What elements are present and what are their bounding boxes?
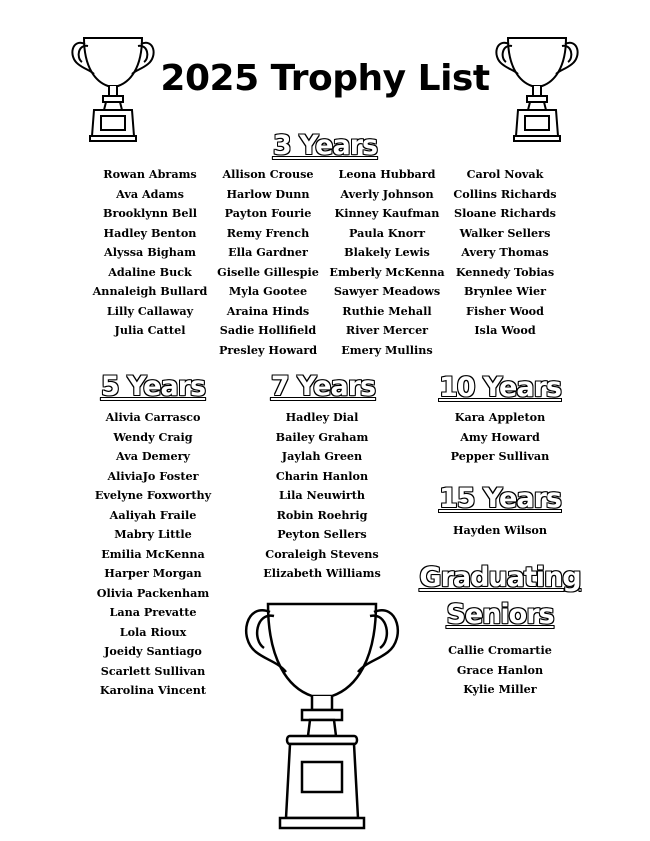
list-item: Ava Adams bbox=[116, 186, 184, 201]
list-item: Presley Howard bbox=[218, 342, 318, 357]
list-item: Peyton Sellers bbox=[277, 527, 367, 541]
list-item: Kennedy Tobias bbox=[455, 264, 555, 279]
three-years-column-2 bbox=[208, 165, 328, 360]
list-item: Emberly McKenna bbox=[329, 264, 445, 279]
page-title: 2025 Trophy List bbox=[160, 58, 490, 99]
list-item: Araina Hinds bbox=[226, 303, 310, 318]
section-heading-10-years: 10 Years bbox=[439, 372, 561, 403]
list-item: Ruthie Mehall bbox=[342, 303, 432, 318]
section-heading-5-years: 5 Years bbox=[100, 371, 206, 402]
list-item: Kara Appleton bbox=[454, 410, 546, 424]
list-item: Paula Knorr bbox=[349, 225, 425, 240]
list-item: Jaylah Green bbox=[281, 449, 363, 463]
list-item: Kylie Miller bbox=[463, 682, 537, 696]
fifteen-years-list bbox=[435, 521, 565, 541]
list-item: Evelyne Foxworthy bbox=[94, 488, 212, 502]
list-item: Giselle Gillespie bbox=[217, 264, 319, 279]
list-item: Karolina Vincent bbox=[99, 683, 207, 697]
five-years-list bbox=[88, 408, 218, 701]
list-item: Adaline Buck bbox=[108, 264, 192, 279]
list-item: Remy French bbox=[226, 225, 310, 240]
list-item: Alyssa Bigham bbox=[104, 245, 196, 259]
list-item: Kinney Kaufman bbox=[334, 206, 440, 220]
list-item: Ava Demery bbox=[115, 449, 191, 463]
ten-years-list bbox=[435, 408, 565, 467]
seven-years-list bbox=[252, 408, 392, 584]
list-item: Isla Wood bbox=[474, 323, 536, 337]
list-item: Hadley Dial bbox=[285, 410, 359, 424]
list-item: Annaleigh Bullard bbox=[92, 284, 208, 298]
list-item: Myla Gootee bbox=[228, 284, 308, 298]
list-item: Alivia Carrasco bbox=[105, 410, 201, 424]
list-item: Emilia McKenna bbox=[101, 546, 205, 561]
section-heading-graduating: Graduating bbox=[419, 562, 581, 593]
list-item: Averly Johnson bbox=[340, 186, 434, 201]
list-item: Sadie Hollifield bbox=[219, 323, 317, 337]
list-item: Charin Hanlon bbox=[275, 468, 369, 483]
section-heading-seniors: Seniors bbox=[446, 599, 554, 630]
list-item: Sawyer Meadows bbox=[333, 284, 441, 298]
list-item: Amy Howard bbox=[460, 429, 540, 444]
list-item: Lana Prevatte bbox=[109, 605, 197, 619]
list-item: Pepper Sullivan bbox=[450, 449, 550, 463]
list-item: Blakely Lewis bbox=[344, 245, 430, 259]
three-years-column-3 bbox=[327, 165, 447, 360]
list-item: Rowan Abrams bbox=[103, 167, 197, 181]
seniors-list bbox=[435, 641, 565, 700]
list-item: Ella Gardner bbox=[228, 245, 308, 259]
trophy-icon bbox=[240, 598, 404, 836]
list-item: Olivia Packenham bbox=[96, 585, 210, 600]
list-item: Mabry Little bbox=[114, 527, 192, 541]
list-item: Allison Crouse bbox=[222, 167, 314, 181]
list-item: Julia Cattel bbox=[114, 323, 186, 337]
list-item: Scarlett Sullivan bbox=[100, 663, 206, 678]
list-item: Harper Morgan bbox=[104, 566, 202, 580]
list-item: Walker Sellers bbox=[459, 225, 551, 240]
list-item: Emery Mullins bbox=[341, 342, 433, 357]
list-item: Coraleigh Stevens bbox=[265, 546, 379, 561]
list-item: Sloane Richards bbox=[454, 206, 556, 220]
list-item: Lila Neuwirth bbox=[278, 488, 366, 502]
list-item: Grace Hanlon bbox=[456, 662, 544, 677]
section-heading-15-years: 15 Years bbox=[439, 483, 561, 514]
section-heading-3-years: 3 Years bbox=[272, 130, 378, 161]
list-item: Hayden Wilson bbox=[452, 523, 548, 537]
section-heading-7-years: 7 Years bbox=[270, 371, 376, 402]
list-item: Harlow Dunn bbox=[226, 186, 310, 201]
list-item: Lilly Callaway bbox=[106, 303, 194, 318]
list-item: Payton Fourie bbox=[224, 206, 312, 220]
list-item: AliviaJo Foster bbox=[107, 468, 199, 483]
list-item: Aaliyah Fraile bbox=[109, 507, 197, 522]
list-item: Avery Thomas bbox=[461, 245, 549, 259]
three-years-column-1 bbox=[90, 165, 210, 341]
list-item: Wendy Craig bbox=[113, 429, 193, 444]
list-item: Fisher Wood bbox=[466, 303, 544, 318]
list-item: Bailey Graham bbox=[275, 429, 369, 444]
list-item: Elizabeth Williams bbox=[263, 566, 381, 580]
list-item: Carol Novak bbox=[466, 167, 544, 181]
list-item: Leona Hubbard bbox=[338, 167, 436, 181]
list-item: Hadley Benton bbox=[103, 225, 197, 240]
list-item: Robin Roehrig bbox=[276, 507, 368, 522]
list-item: Brynlee Wier bbox=[464, 284, 546, 298]
list-item: River Mercer bbox=[345, 323, 429, 337]
list-item: Lola Rioux bbox=[119, 624, 187, 639]
list-item: Callie Cromartie bbox=[448, 643, 552, 657]
list-item: Collins Richards bbox=[453, 186, 557, 201]
list-item: Brooklynn Bell bbox=[102, 206, 197, 220]
list-item: Joeidy Santiago bbox=[104, 644, 202, 658]
three-years-column-4 bbox=[445, 165, 565, 341]
